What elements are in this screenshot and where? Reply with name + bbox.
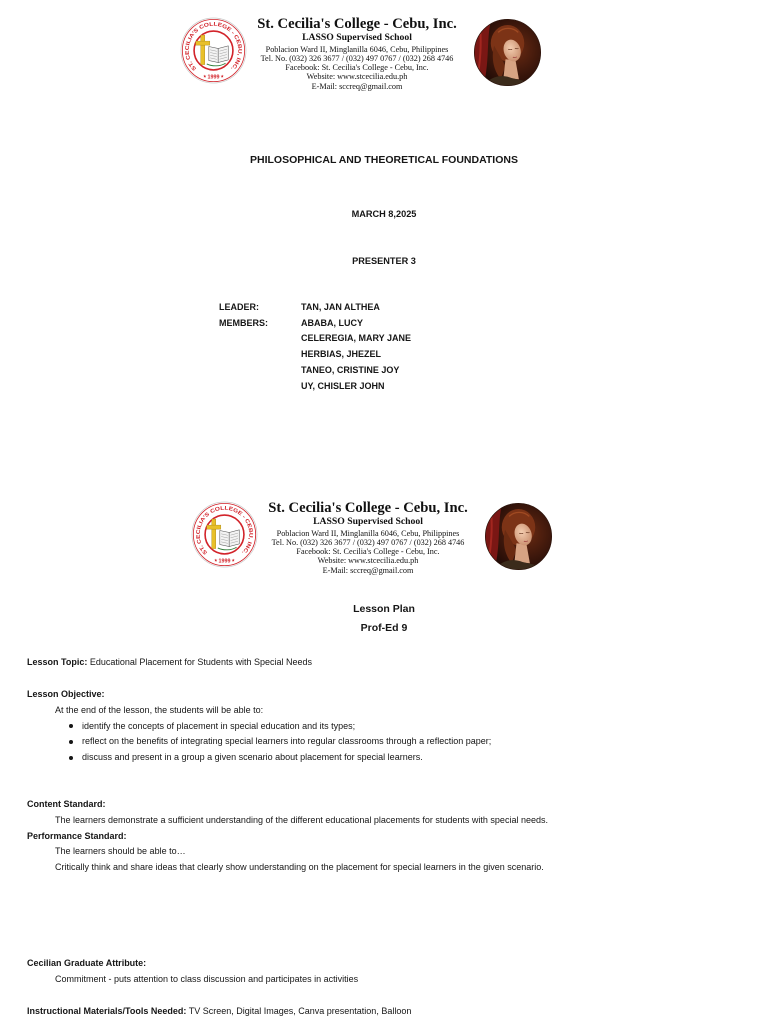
leader-name: TAN, JAN ALTHEA bbox=[301, 302, 380, 312]
member-row bbox=[219, 347, 411, 363]
group-roster bbox=[219, 300, 411, 394]
member-row bbox=[219, 379, 411, 395]
member-name: ABABA, LUCY bbox=[301, 317, 363, 328]
label-spacer bbox=[219, 363, 301, 379]
materials-list: TV Screen, Digital Images, Canva presentation, Balloon bbox=[188, 1006, 412, 1016]
leader-label: LEADER: bbox=[219, 302, 259, 312]
performance-standard-intro: The learners should be able to… bbox=[55, 846, 186, 857]
presentation-date: MARCH 8,2025 bbox=[351, 209, 417, 219]
school-website: Website: www.stcecilia.edu.ph bbox=[317, 556, 419, 566]
lesson-objective-section bbox=[27, 687, 747, 766]
objective-item: reflect on the benefits of integrating special learners into regular classrooms through a reflection paper; bbox=[27, 734, 747, 750]
portrait-painting bbox=[485, 503, 552, 570]
member-row bbox=[219, 316, 411, 332]
member-name: CELEREGIA, MARY JANE bbox=[301, 333, 412, 344]
letterhead-top bbox=[180, 16, 541, 91]
portrait-painting bbox=[474, 19, 541, 86]
lesson-objective-label: Lesson Objective: bbox=[27, 689, 105, 699]
label-spacer bbox=[219, 331, 301, 347]
seal-ring-text-path: ST. CECILIA'S COLLEGE - CEBU, INC. bbox=[195, 505, 254, 556]
objective-item: discuss and present in a group a given scenario about placement for special learners. bbox=[27, 750, 747, 766]
school-facebook: Facebook: St. Cecilia's College - Cebu, Inc. bbox=[285, 63, 429, 73]
lesson-plan-subject: Prof-Ed 9 bbox=[360, 622, 408, 634]
seal-year: 1999 bbox=[207, 74, 220, 81]
objective-list bbox=[27, 719, 747, 766]
member-name: HERBIAS, JHEZEL bbox=[301, 349, 382, 360]
lesson-objective-intro: At the end of the lesson, the students will be able to: bbox=[55, 704, 264, 715]
contact-block bbox=[251, 527, 485, 575]
accreditation: LASSO Supervised School bbox=[313, 516, 423, 527]
school-seal-logo bbox=[191, 501, 258, 568]
contact-block bbox=[240, 43, 474, 91]
label-spacer bbox=[219, 379, 301, 395]
graduate-attribute-section bbox=[27, 956, 747, 988]
school-seal-logo bbox=[180, 17, 247, 84]
school-email: E-Mail: sccreq@gmail.com bbox=[322, 565, 414, 575]
letterhead-lesson-plan bbox=[191, 500, 552, 575]
school-name: St. Cecilia's College - Cebu, Inc. bbox=[268, 500, 468, 516]
seal-ring-text-path: ST. CECILIA'S COLLEGE - CEBU, INC. bbox=[184, 21, 243, 72]
graduate-attribute-label: Cecilian Graduate Attribute: bbox=[27, 958, 147, 968]
school-email: E-Mail: sccreq@gmail.com bbox=[311, 81, 403, 91]
school-telephone: Tel. No. (032) 326 3677 / (032) 497 0767 / (032) 268 4746 bbox=[260, 53, 454, 63]
school-telephone: Tel. No. (032) 326 3677 / (032) 497 0767 / (032) 268 4746 bbox=[271, 537, 465, 547]
members-label: MEMBERS: bbox=[219, 317, 268, 328]
materials-section bbox=[27, 1004, 747, 1020]
school-address: Poblacion Ward II, Minglanilla 6046, Cebu, Philippines bbox=[276, 528, 460, 538]
graduate-attribute-text: Commitment - puts attention to class discussion and participates in activities bbox=[55, 973, 359, 984]
objective-item: identify the concepts of placement in special education and its types; bbox=[27, 719, 747, 735]
label-spacer bbox=[219, 347, 301, 363]
performance-standard-label: Performance Standard: bbox=[27, 830, 127, 841]
materials-label: Instructional Materials/Tools Needed: bbox=[27, 1006, 187, 1016]
letterhead-text bbox=[240, 16, 474, 91]
lesson-topic-label: Lesson Topic: bbox=[27, 657, 88, 667]
school-facebook: Facebook: St. Cecilia's College - Cebu, Inc. bbox=[296, 547, 440, 557]
accreditation: LASSO Supervised School bbox=[302, 32, 412, 43]
content-standard-label: Content Standard: bbox=[27, 799, 106, 809]
school-address: Poblacion Ward II, Minglanilla 6046, Cebu, Philippines bbox=[265, 44, 449, 54]
lesson-plan-title: Lesson Plan bbox=[353, 603, 415, 615]
lesson-topic bbox=[27, 655, 747, 671]
member-name: UY, CHISLER JOHN bbox=[301, 380, 385, 391]
member-row bbox=[219, 331, 411, 347]
member-name: TANEO, CRISTINE JOY bbox=[301, 364, 400, 375]
leader-row bbox=[219, 300, 411, 316]
seal-year: 1999 bbox=[218, 558, 231, 565]
lesson-topic-value: Educational Placement for Students with Special Needs bbox=[89, 657, 312, 667]
presenter-number: PRESENTER 3 bbox=[352, 256, 416, 266]
content-standard-text: The learners demonstrate a sufficient understanding of the different educational placements for students with special needs. bbox=[55, 814, 548, 825]
school-name: St. Cecilia's College - Cebu, Inc. bbox=[257, 16, 457, 32]
course-title: PHILOSOPHICAL AND THEORETICAL FOUNDATIONS bbox=[250, 154, 518, 166]
school-website: Website: www.stcecilia.edu.ph bbox=[306, 72, 408, 82]
letterhead-text bbox=[251, 500, 485, 575]
standards-section bbox=[27, 797, 747, 876]
member-row bbox=[219, 363, 411, 379]
performance-standard-text: Critically think and share ideas that clearly show understanding on the placement for special learners in the given scenario. bbox=[55, 862, 544, 873]
